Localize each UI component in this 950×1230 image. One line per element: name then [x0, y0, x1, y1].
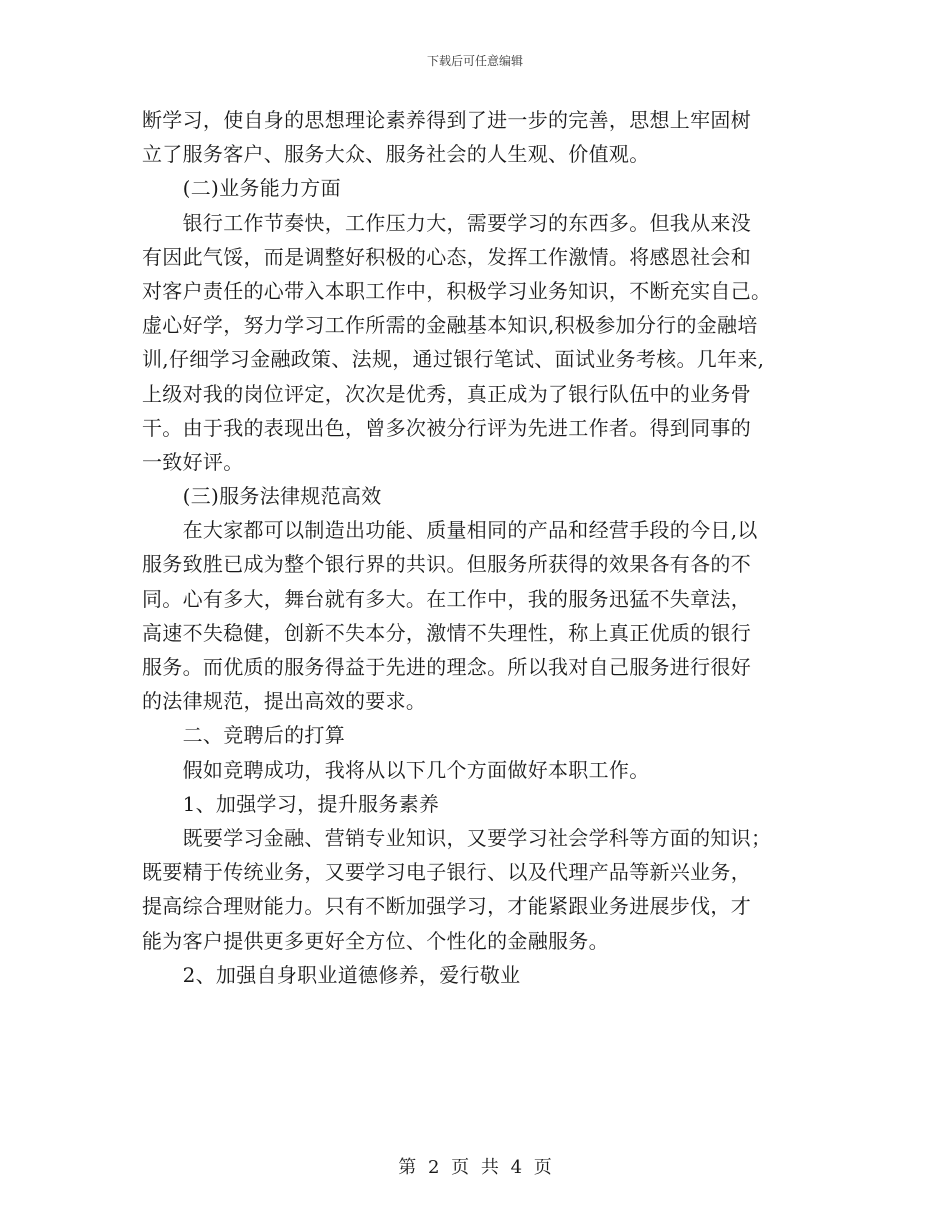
text-line: 服务致胜已成为整个银行界的共识。但服务所获得的效果各有各的不	[142, 552, 751, 577]
text-line: 有因此气馁，而是调整好积极的心态，发挥工作激情。将感恩社会和	[142, 244, 751, 269]
text-line: 在大家都可以制造出功能、质量相同的产品和经营手段的今日,以	[142, 518, 758, 543]
footer-total-pages: 4	[510, 1157, 523, 1178]
section-heading: (二)业务能力方面	[142, 176, 341, 201]
text-line: 既要学习金融、营销专业知识，又要学习社会学科等方面的知识；	[142, 825, 772, 850]
text-line: 假如竞聘成功，我将从以下几个方面做好本职工作。	[142, 757, 650, 782]
text-line: 提高综合理财能力。只有不断加强学习，才能紧跟业务进展步伐，才	[142, 894, 751, 919]
footer-page-word: 页	[451, 1157, 470, 1178]
page-header-note: 下载后可任意编辑	[426, 54, 523, 68]
text-line: 银行工作节奏快，工作压力大，需要学习的东西多。但我从来没	[142, 210, 751, 235]
footer-prefix: 第	[398, 1157, 417, 1178]
text-line: 对客户责任的心带入本职工作中，积极学习业务知识，不断充实自己。	[142, 278, 772, 303]
footer-total-word: 页	[533, 1157, 552, 1178]
text-line: 干。由于我的表现出色，曾多次被分行评为先进工作者。得到同事的	[142, 415, 751, 440]
text-line: 一致好评。	[142, 449, 244, 474]
section-heading: (三)服务法律规范高效	[142, 484, 382, 509]
text-line: 立了服务客户、服务大众、服务社会的人生观、价值观。	[142, 142, 650, 167]
section-heading: 2、加强自身职业道德修养，爱行敬业	[142, 962, 521, 987]
text-line: 既要精于传统业务，又要学习电子银行、以及代理产品等新兴业务，	[142, 860, 751, 885]
section-heading: 1、加强学习，提升服务素养	[142, 791, 440, 816]
text-line: 断学习，使自身的思想理论素养得到了进一步的完善，思想上牢固树	[142, 108, 751, 132]
footer-total-prefix: 共	[480, 1157, 499, 1178]
document-body	[142, 103, 822, 992]
text-line: 上级对我的岗位评定，次次是优秀，真正成为了银行队伍中的业务骨	[142, 381, 751, 406]
text-line: 同。心有多大，舞台就有多大。在工作中，我的服务迅猛不失章法，	[142, 586, 751, 611]
section-heading: 二、竞聘后的打算	[142, 723, 345, 748]
text-line: 训,仔细学习金融政策、法规，通过银行笔试、面试业务考核。几年来,	[142, 347, 765, 372]
text-line: 虚心好学，努力学习工作所需的金融基本知识,积极参加分行的金融培	[142, 313, 758, 338]
text-line: 能为客户提供更多更好全方位、个性化的金融服务。	[142, 928, 609, 953]
text-line: 高速不失稳健，创新不失本分，激情不失理性，称上真正优质的银行	[142, 620, 751, 645]
footer-page-number: 2	[427, 1157, 440, 1178]
text-line: 服务。而优质的服务得益于先进的理念。所以我对自己服务进行很好	[142, 655, 751, 679]
text-line: 的法律规范，提出高效的要求。	[142, 689, 427, 714]
page-footer	[0, 1153, 950, 1179]
